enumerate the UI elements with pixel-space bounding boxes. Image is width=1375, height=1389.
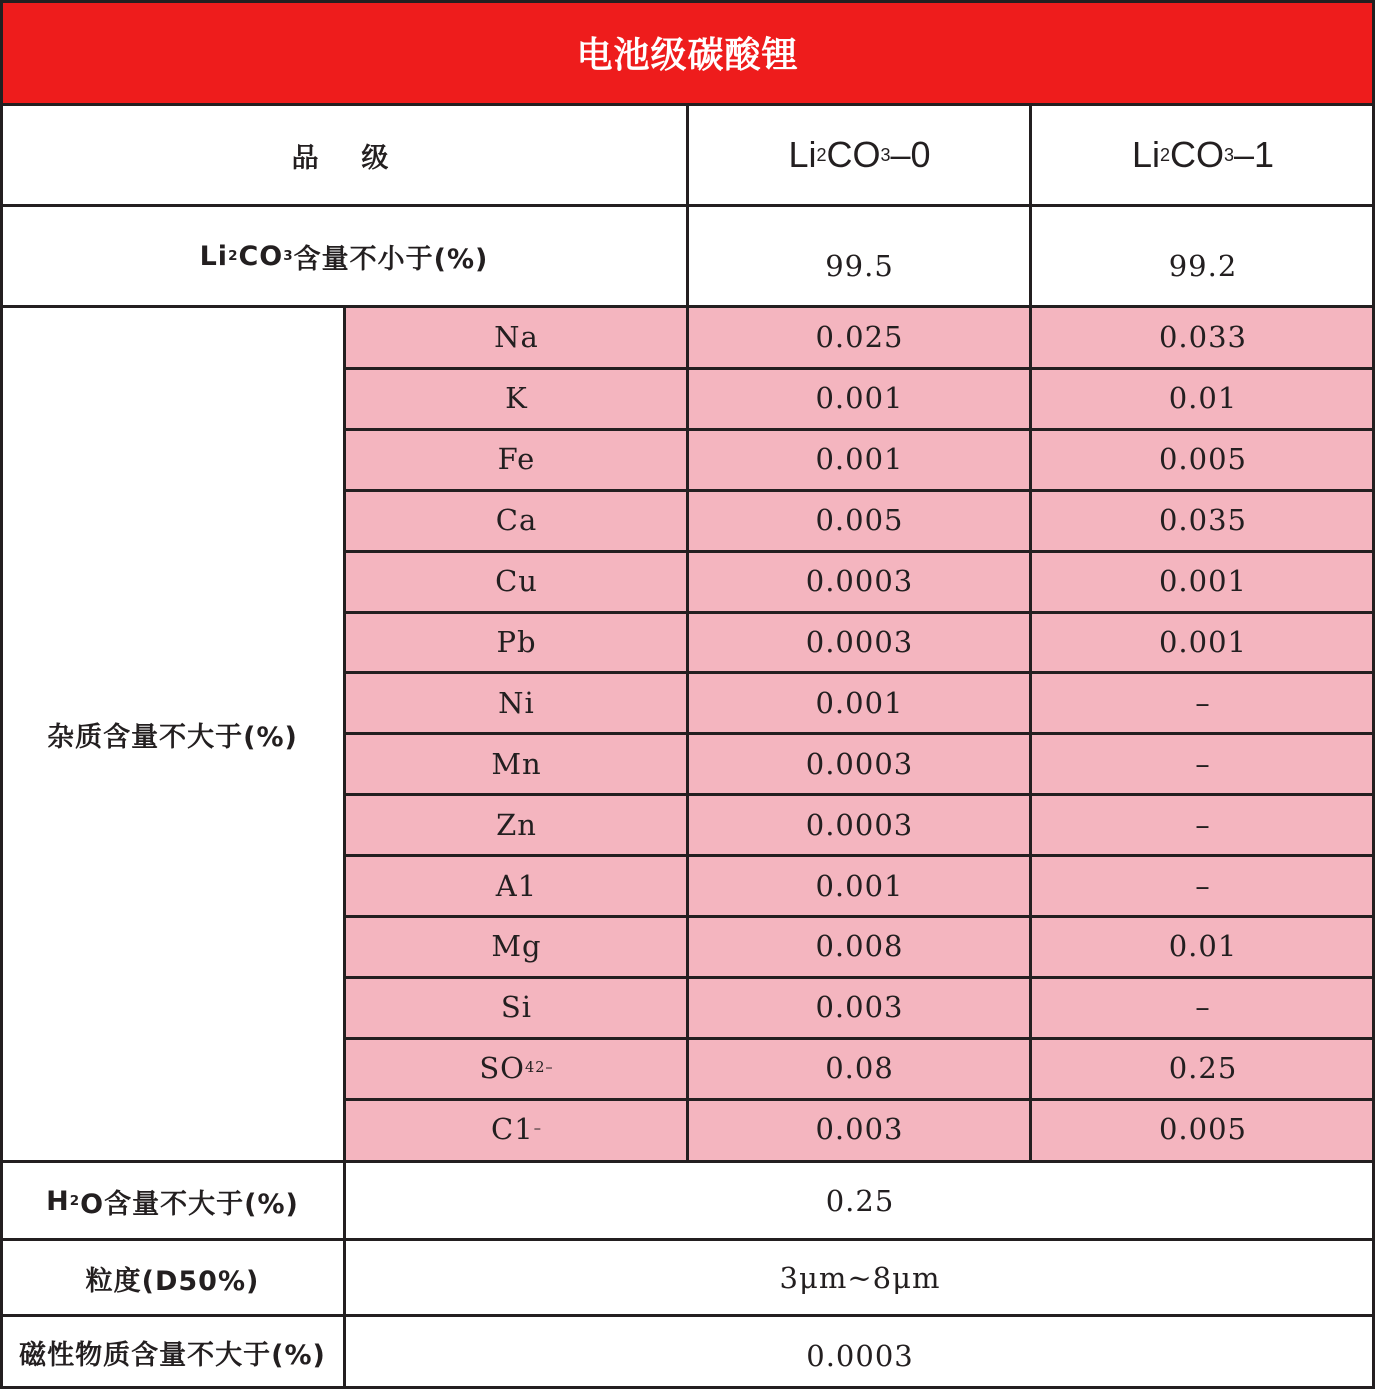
impurity-element: Zn [345, 794, 688, 855]
hline-impurity-row [345, 976, 1375, 979]
border-top [0, 0, 1375, 3]
impurity-value-grade-0: 0.001 [688, 672, 1031, 733]
particle-value: 3μm~8μm [779, 1261, 941, 1295]
impurity-value-grade-0: 0.08 [688, 1038, 1031, 1099]
impurity-element: Pb [345, 612, 688, 673]
impurity-value-grade-0: 0.003 [688, 977, 1031, 1038]
hline-impurity-row [345, 1037, 1375, 1040]
vline-label [343, 307, 346, 1389]
impurity-element: Si [345, 977, 688, 1038]
impurity-value-grade-1: 0.25 [1031, 1038, 1375, 1099]
impurity-value-grade-0: 0.008 [688, 916, 1031, 977]
impurity-value-grade-1: 0.01 [1031, 916, 1375, 977]
impurity-value-grade-1: – [1031, 733, 1375, 794]
hline-impurity-row [345, 793, 1375, 796]
magnetic-row-label: 磁性物质含量不大于(%) [19, 1340, 326, 1371]
impurity-element: Ca [345, 490, 688, 551]
impurity-value-grade-1: 0.001 [1031, 612, 1375, 673]
impurity-element: Mg [345, 916, 688, 977]
impurity-value-grade-0: 0.003 [688, 1099, 1031, 1160]
hline-impurity-row [345, 428, 1375, 431]
impurity-value-grade-1: – [1031, 794, 1375, 855]
impurity-value-grade-0: 0.0003 [688, 794, 1031, 855]
grade-header-0: Li 2 CO 3 –0 [788, 134, 931, 175]
grade-header-label [0, 104, 688, 206]
hline-impurity-row [345, 854, 1375, 857]
hline-impurity-row [345, 489, 1375, 492]
impurity-value-grade-0: 0.0003 [688, 612, 1031, 673]
impurity-value-grade-1: – [1031, 672, 1375, 733]
impurity-value-grade-0: 0.0003 [688, 551, 1031, 612]
impurity-value-grade-0: 0.001 [688, 429, 1031, 490]
content-row-label: Li 2 CO 3 含量不小于(%) [199, 240, 489, 275]
content-value-1: 99.2 [1168, 249, 1238, 283]
impurity-element: SO 4 2– [345, 1038, 688, 1099]
hline-impurity-row [345, 915, 1375, 918]
magnetic-value: 0.0003 [806, 1338, 914, 1373]
impurity-element: Cu [345, 551, 688, 612]
hline-particle [0, 1314, 1375, 1317]
impurity-value-grade-0: 0.0003 [688, 733, 1031, 794]
hline-impurity-row [345, 1098, 1375, 1101]
particle-row-label: 粒度(D50%) [85, 1265, 260, 1297]
impurity-element: Na [345, 307, 688, 368]
impurity-value-grade-1: – [1031, 855, 1375, 916]
vline-grade1 [1029, 104, 1032, 1162]
hline-water [0, 1238, 1375, 1241]
table-title: 电池级碳酸锂 [0, 0, 1375, 104]
grade-header-1: Li 2 CO 3 –1 [1131, 134, 1275, 175]
impurity-element: Mn [345, 733, 688, 794]
hline-impurity-row [345, 611, 1375, 614]
impurity-value-grade-0: 0.001 [688, 368, 1031, 429]
impurity-element: K [345, 368, 688, 429]
hline-impurity-row [345, 367, 1375, 370]
water-value: 0.25 [825, 1184, 895, 1218]
impurity-value-grade-1: 0.01 [1031, 368, 1375, 429]
impurity-value-grade-1: 0.035 [1031, 490, 1375, 551]
content-value-0: 99.5 [825, 249, 894, 283]
impurity-value-grade-1: 0.005 [1031, 1099, 1375, 1160]
impurities-label: 杂质含量不大于(%) [47, 722, 298, 753]
impurity-element: Ni [345, 672, 688, 733]
border-left [0, 0, 3, 1389]
impurity-element: Fe [345, 429, 688, 490]
water-row-label: H 2 O含量不大于(%) [46, 1185, 299, 1220]
impurity-element: A1 [345, 855, 688, 916]
impurity-value-grade-0: 0.025 [688, 307, 1031, 368]
impurity-value-grade-0: 0.001 [688, 855, 1031, 916]
impurity-value-grade-1: 0.005 [1031, 429, 1375, 490]
impurity-value-grade-1: – [1031, 977, 1375, 1038]
impurity-value-grade-1: 0.033 [1031, 307, 1375, 368]
impurity-element: C1 – [345, 1099, 688, 1160]
impurity-value-grade-0: 0.005 [688, 490, 1031, 551]
grade-header-text: 品 级 [291, 142, 397, 174]
hline-impurity-row [345, 732, 1375, 735]
hline-impurity-row [345, 550, 1375, 553]
vline-grade0 [686, 104, 689, 1162]
impurity-value-grade-1: 0.001 [1031, 551, 1375, 612]
hline-impurity-row [345, 671, 1375, 674]
